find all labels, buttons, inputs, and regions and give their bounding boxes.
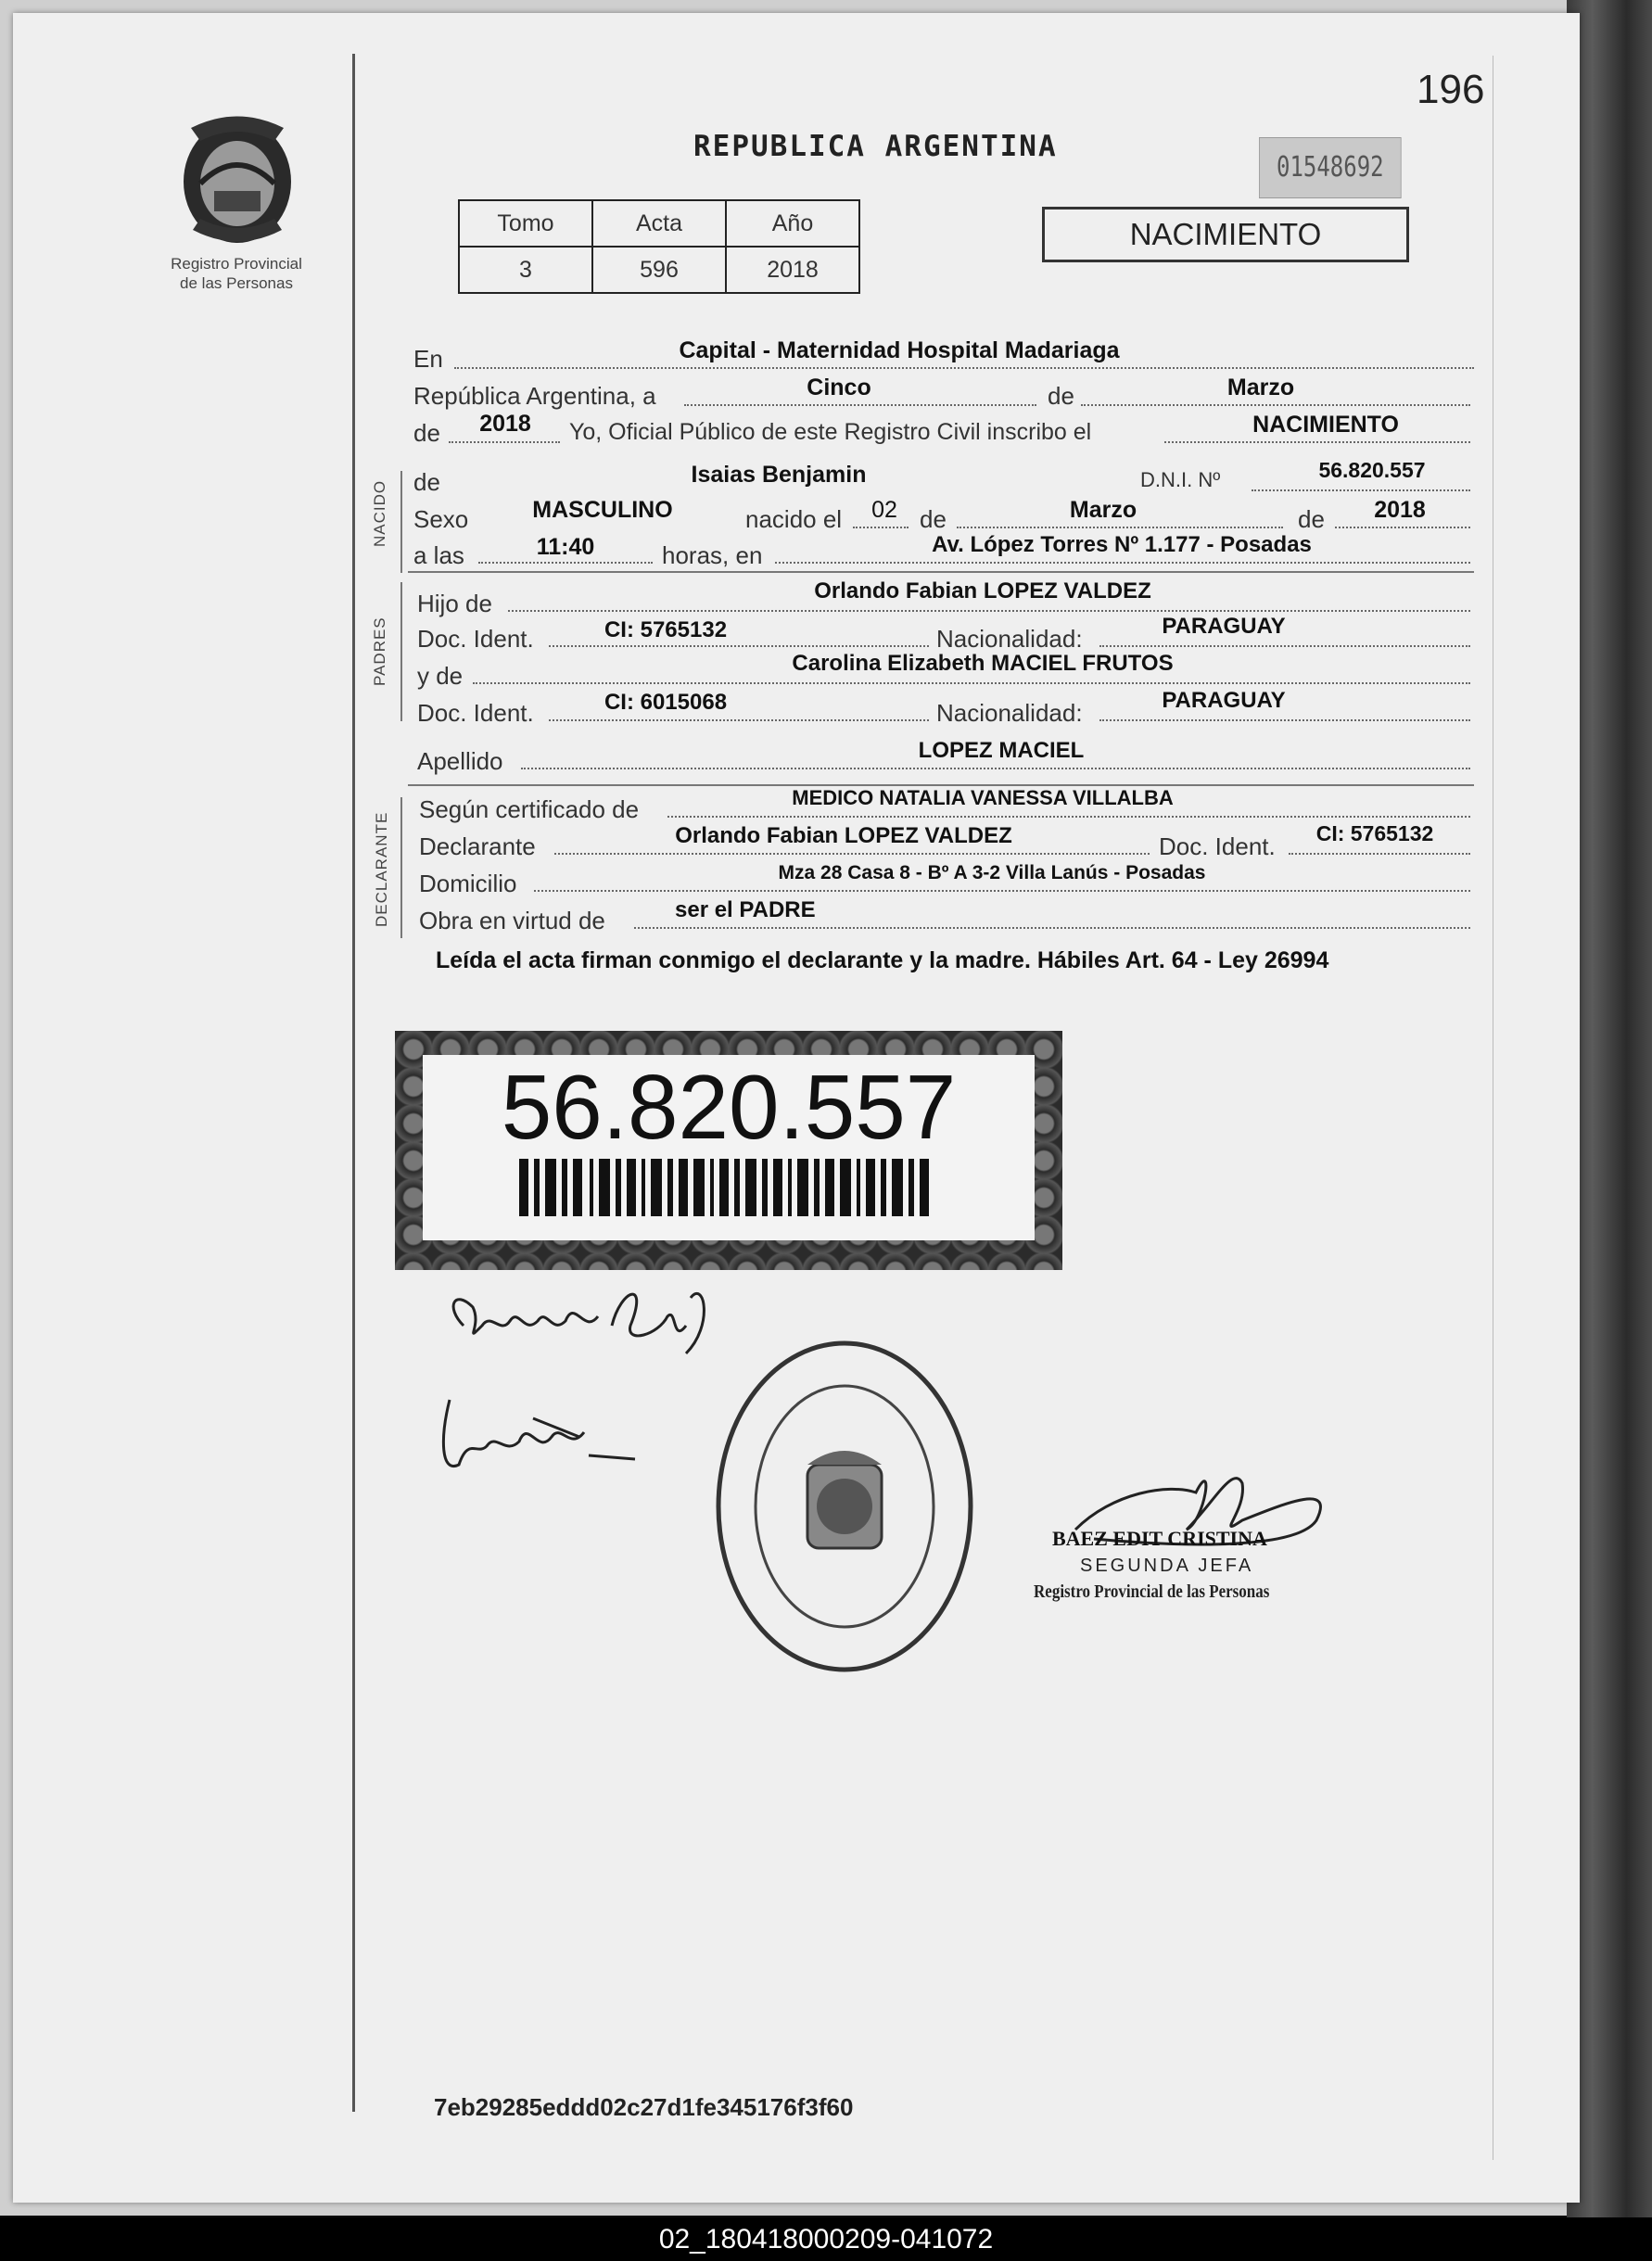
header-anio: Año	[726, 200, 859, 247]
official-name: BAEZ EDIT CRISTINA	[1052, 1527, 1267, 1550]
dotted-line	[1289, 853, 1470, 855]
header-acta: Acta	[592, 200, 726, 247]
value-padre-nac: PARAGUAY	[1162, 614, 1286, 639]
tomo-acta-anio-table	[458, 199, 860, 294]
dotted-line	[554, 853, 1150, 855]
value-mes: Marzo	[1226, 375, 1295, 400]
dotted-line	[667, 816, 1470, 818]
value-lugar: Capital - Maternidad Hospital Madariaga	[679, 337, 1120, 363]
official-seal	[710, 1335, 979, 1678]
closing-note: Leída el acta firman conmigo el declarante y la madre. Hábiles Art. 64 - Ley 26994	[436, 947, 1329, 973]
label-a-las: a las	[413, 541, 464, 569]
value-anio: 2018	[726, 247, 859, 293]
value-dni: 56.820.557	[1318, 458, 1426, 482]
value-hora: 11:40	[536, 534, 595, 560]
barcode-number: 56.820.557	[501, 1056, 957, 1158]
dotted-line	[634, 927, 1470, 929]
value-apellido: LOPEZ MACIEL	[918, 738, 1085, 763]
table-header-row	[459, 200, 859, 247]
value-nac-anio: 2018	[1374, 497, 1426, 523]
value-declarante-doc: CI: 5765132	[1315, 821, 1434, 845]
barcode-icon	[519, 1159, 936, 1216]
act-type-box: NACIMIENTO	[1042, 207, 1409, 262]
value-declarante: Orlando Fabian LOPEZ VALDEZ	[675, 823, 1012, 848]
official-office: Registro Provincial de las Personas	[1034, 1581, 1270, 1602]
dotted-line	[473, 682, 1470, 684]
value-domicilio: Mza 28 Casa 8 - Bº A 3-2 Villa Lanús - Posadas	[778, 862, 1206, 883]
label-y-de: y de	[417, 662, 464, 690]
dotted-line	[508, 610, 1470, 612]
value-tomo: 3	[459, 247, 592, 293]
margin-line	[352, 54, 355, 2112]
value-madre: Carolina Elizabeth MACIEL FRUTOS	[792, 651, 1174, 676]
value-anio: 2018	[479, 411, 531, 437]
label-nacido-el: nacido el	[745, 505, 843, 533]
label-de-mes: de	[920, 505, 947, 533]
value-dia: Cinco	[807, 375, 871, 400]
label-hijo-de: Hijo de	[417, 590, 492, 617]
label-de-anio-nac: de	[1298, 505, 1325, 533]
label-horas-en: horas, en	[662, 541, 763, 569]
value-acto: NACIMIENTO	[1252, 412, 1399, 438]
label-domicilio: Domicilio	[419, 870, 517, 897]
serial-number: 01548692	[1259, 137, 1402, 198]
table-value-row	[459, 247, 859, 293]
label-segun-cert: Según certificado de	[419, 795, 640, 823]
label-doc-ident: Doc. Ident.	[417, 625, 534, 653]
value-nac-mes: Marzo	[1069, 497, 1137, 523]
label-apellido: Apellido	[417, 747, 503, 775]
page-number: 196	[1417, 67, 1485, 112]
dotted-line	[1252, 489, 1470, 491]
document-hash: 7eb29285eddd02c27d1fe345176f3f60	[434, 2093, 854, 2121]
value-nombre: Isaias Benjamin	[691, 462, 867, 488]
declarant-signature	[436, 1270, 732, 1363]
label-sexo: Sexo	[413, 505, 469, 533]
value-sexo: MASCULINO	[532, 497, 673, 523]
dotted-line	[684, 404, 1036, 406]
mother-signature	[431, 1381, 644, 1493]
label-en: En	[413, 345, 443, 373]
dotted-line	[1099, 645, 1470, 647]
dotted-line	[1335, 527, 1470, 528]
section-rule	[408, 571, 1474, 573]
value-madre-doc: CI: 6015068	[604, 690, 728, 715]
logo-caption-line2: de las Personas	[180, 274, 293, 292]
province-logo	[172, 109, 302, 248]
value-padre: Orlando Fabian LOPEZ VALDEZ	[814, 578, 1151, 603]
label-de: de	[1048, 382, 1074, 410]
dotted-line	[853, 527, 909, 528]
label-de-anio: de	[413, 419, 440, 447]
label-oficial: Yo, Oficial Público de este Registro Civil inscribo el	[569, 419, 1092, 445]
scan-footer: 02_180418000209-041072	[0, 2217, 1652, 2261]
logo-caption-line1: Registro Provincial	[171, 255, 302, 273]
label-nacionalidad-2: Nacionalidad:	[936, 699, 1083, 727]
dotted-line	[454, 367, 1474, 369]
logo-caption	[139, 254, 334, 293]
value-acta: 596	[592, 247, 726, 293]
section-declarante: DECLARANTE	[373, 811, 390, 927]
document-title: REPUBLICA ARGENTINA	[693, 130, 1058, 163]
section-nacido: NACIDO	[371, 479, 388, 547]
value-lugar-nac: Av. López Torres Nº 1.177 - Posadas	[932, 532, 1312, 557]
label-de-nombre: de	[413, 468, 440, 496]
dotted-line	[521, 768, 1470, 769]
label-doc-ident-3: Doc. Ident.	[1159, 832, 1276, 860]
dotted-line	[478, 562, 653, 564]
dotted-line	[1164, 441, 1470, 443]
label-dni: D.N.I. Nº	[1140, 468, 1221, 491]
dotted-line	[1099, 719, 1470, 721]
header-tomo: Tomo	[459, 200, 592, 247]
official-role: SEGUNDA JEFA	[1080, 1556, 1254, 1576]
dotted-line	[957, 527, 1283, 528]
label-declarante: Declarante	[419, 832, 536, 860]
value-nac-dia: 02	[871, 497, 897, 523]
value-certificado: MEDICO NATALIA VANESSA VILLALBA	[792, 786, 1174, 809]
dotted-line	[449, 441, 560, 443]
label-rep-arg: República Argentina, a	[413, 382, 656, 410]
dotted-line	[775, 562, 1470, 564]
value-padre-doc: CI: 5765132	[604, 617, 728, 642]
section-padres: PADRES	[371, 616, 388, 686]
label-nacionalidad: Nacionalidad:	[936, 625, 1083, 653]
dotted-line	[534, 890, 1470, 892]
dotted-line	[549, 719, 929, 721]
dotted-line	[1081, 404, 1470, 406]
value-madre-nac: PARAGUAY	[1162, 688, 1286, 713]
section-divider	[400, 582, 402, 721]
dotted-line	[549, 645, 929, 647]
label-doc-ident-2: Doc. Ident.	[417, 699, 534, 727]
value-obra: ser el PADRE	[675, 897, 816, 922]
section-divider	[400, 797, 402, 938]
section-divider	[400, 471, 402, 573]
label-obra: Obra en virtud de	[419, 907, 605, 934]
